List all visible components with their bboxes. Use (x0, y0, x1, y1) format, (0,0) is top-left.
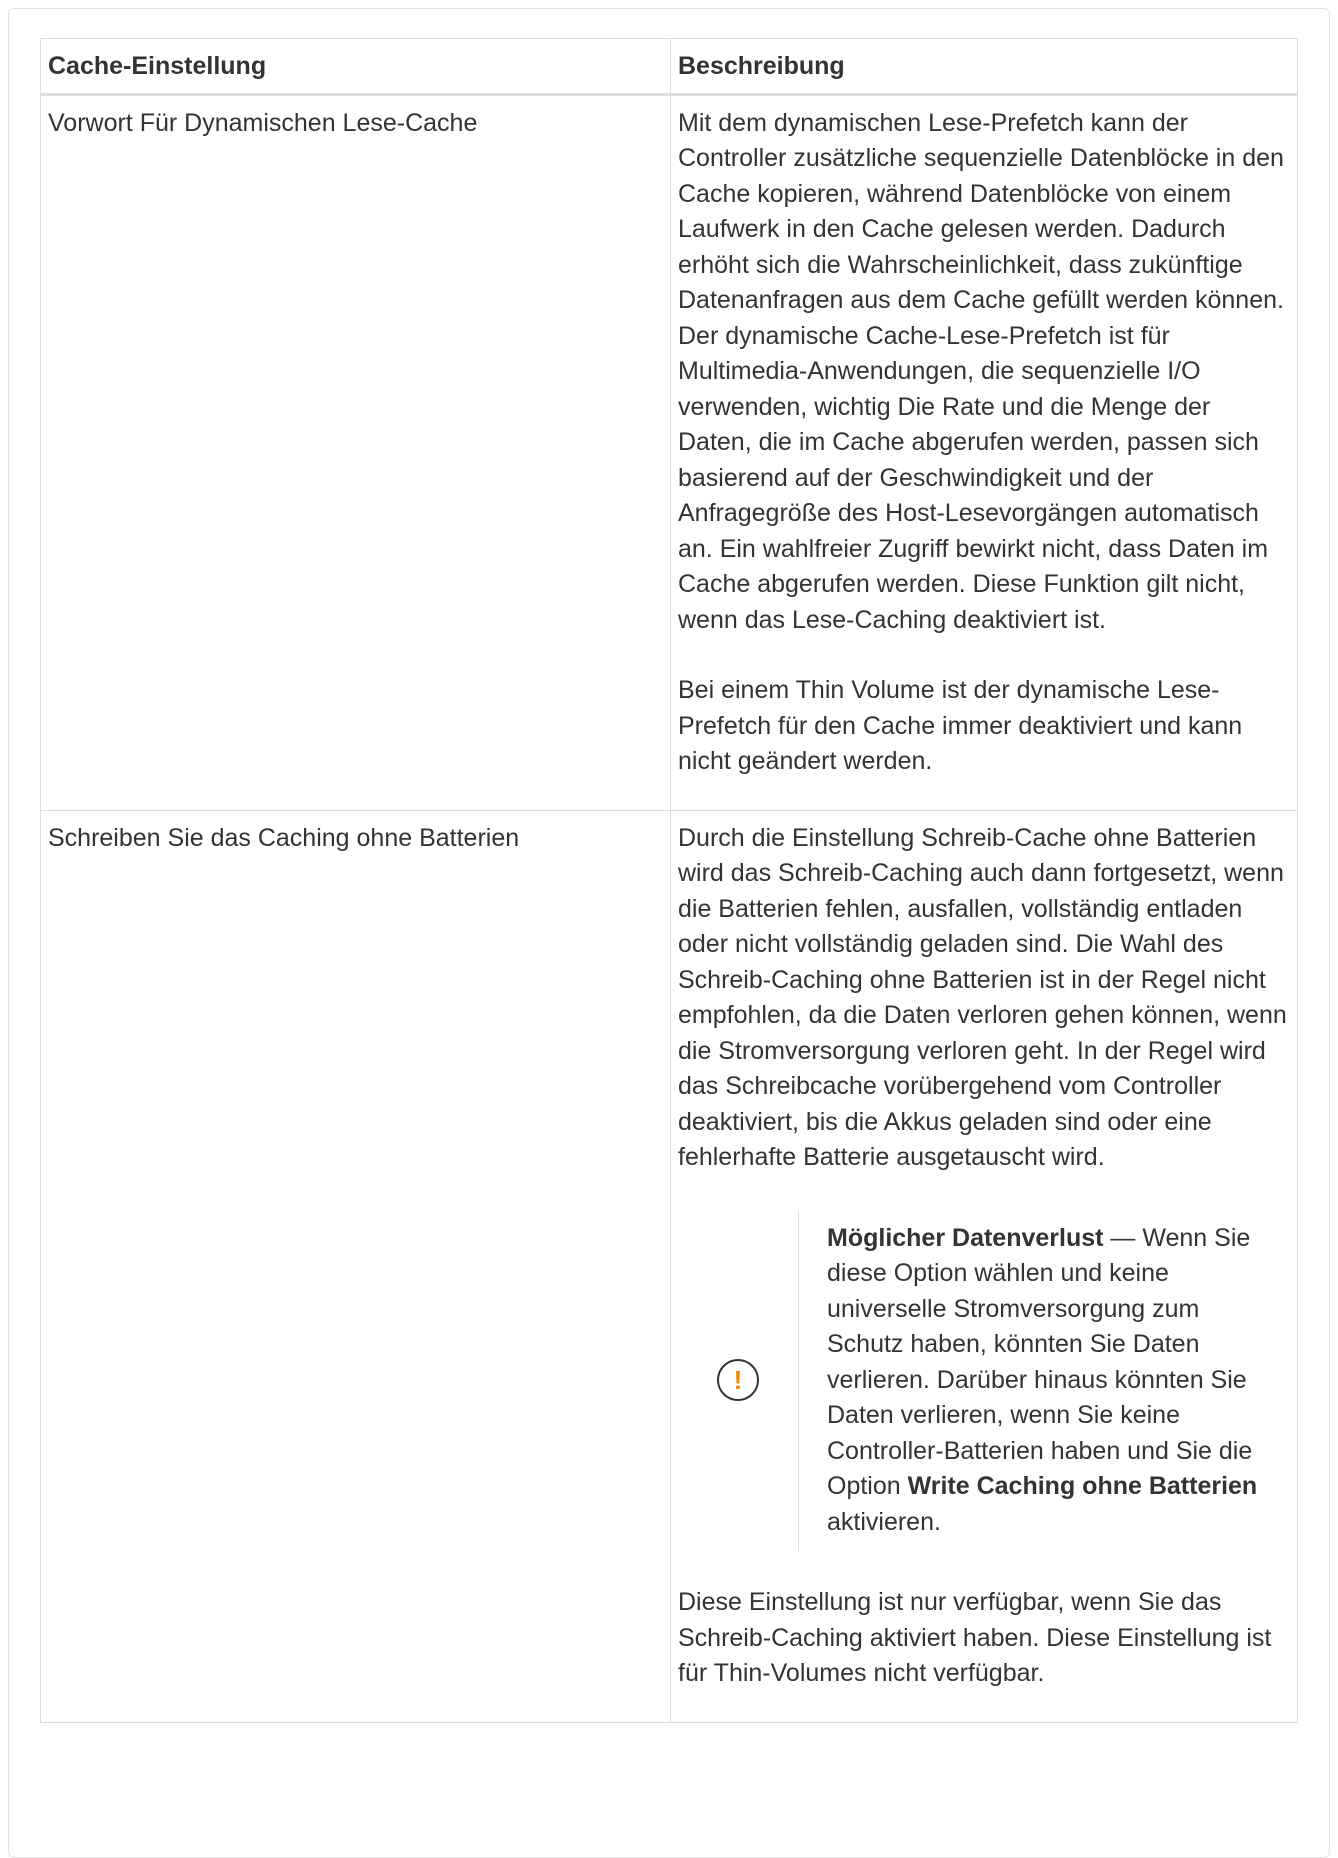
warning-title: Möglicher Datenverlust (827, 1223, 1104, 1252)
table-row (41, 810, 1298, 1722)
column-header-description: Beschreibung (671, 39, 1298, 95)
setting-name-cell: Schreiben Sie das Caching ohne Batterien (41, 810, 671, 1722)
warning-callout (678, 1211, 1289, 1551)
warning-body-end: aktivieren. (827, 1507, 941, 1536)
description-paragraph: Mit dem dynamischen Lese-Prefetch kann der Controller zusätzliche sequenzielle Datenblöcke in den Cache kopieren, während Datenblöcke von einem Laufwerk in den Cache gelesen werden. Dadurch erhöht sich die Wahrscheinlichkeit, dass zukünftige Datenanfragen aus dem Cache gefüllt werden können. Der dynamische Cache-Lese-Prefetch ist für Multimedia-Anwendungen, die sequenzielle I/O verwenden, wichtig Die Rate und die Menge der Daten, die im Cache abgerufen werden, passen sich basierend auf der Geschwindigkeit und der Anfragegröße des Host-Lesevorgängen automatisch an. Ein wahlfreier Zugriff bewirkt nicht, dass Daten im Cache abgerufen werden. Diese Funktion gilt nicht, wenn das Lese-Caching deaktiviert ist. (678, 108, 1284, 634)
table-header-row (41, 39, 1298, 95)
setting-name-cell: Vorwort Für Dynamischen Lese-Cache (41, 94, 671, 810)
description-paragraph: Diese Einstellung ist nur verfügbar, wenn Sie das Schreib-Caching aktiviert haben. Diese Einstellung ist für Thin-Volumes nicht verfügbar. (678, 1588, 1272, 1687)
warning-option-name: Write Caching ohne Batterien (907, 1472, 1258, 1500)
warning-dash: — (1103, 1223, 1143, 1252)
description-cell (671, 94, 1298, 810)
description-paragraph: Bei einem Thin Volume ist der dynamische Lese-Prefetch für den Cache immer deaktiviert und kann nicht geändert werden. (678, 676, 1243, 775)
cache-settings-table (40, 38, 1298, 1723)
description-cell (671, 810, 1298, 1722)
column-header-setting: Cache-Einstellung (41, 39, 671, 95)
table-row (41, 94, 1298, 810)
warning-text (798, 1211, 1289, 1551)
exclamation-circle-icon: ! (717, 1359, 759, 1401)
description-paragraph: Durch die Einstellung Schreib-Cache ohne Batterien wird das Schreib-Caching auch dann fortgesetzt, wenn die Batterien fehlen, ausfallen, vollständig entladen oder nicht vollständig geladen sind. Die Wahl des Schreib-Caching ohne Batterien ist in der Regel nicht empfohlen, da die Daten verloren gehen können, wenn die Stromversorgung verloren geht. In der Regel wird das Schreibcache vorübergehend vom Controller deaktiviert, bis die Akkus geladen sind oder eine fehlerhafte Batterie ausgetauscht wird. (678, 823, 1287, 1171)
warning-body: Wenn Sie diese Option wählen und keine universelle Stromversorgung zum Schutz haben, könnten Sie Daten verlieren. Darüber hinaus könnten Sie Daten verlieren, wenn Sie keine Controller-Batterien haben und Sie die Option (827, 1223, 1253, 1500)
